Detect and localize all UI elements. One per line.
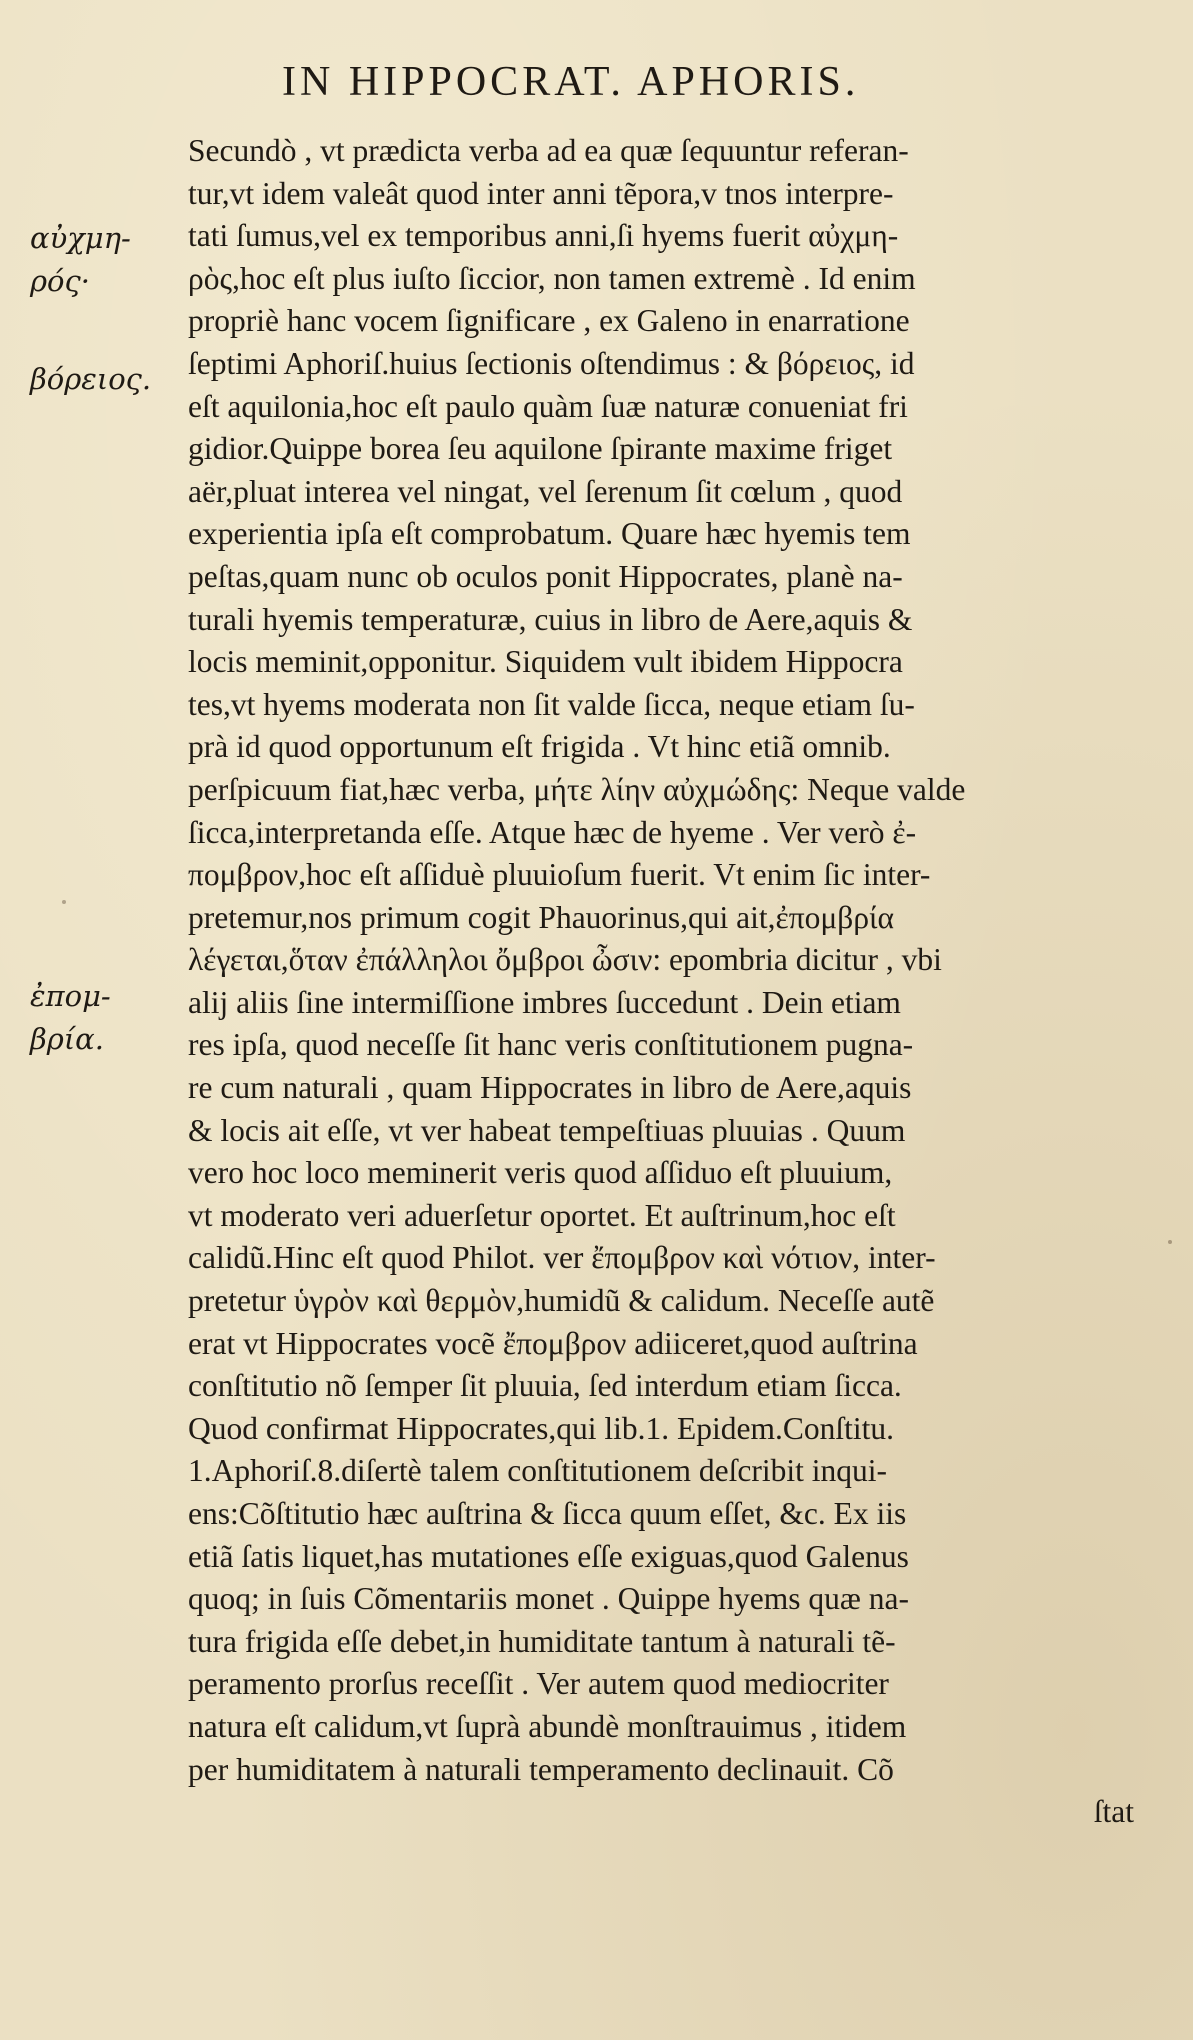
text-line: propriè hanc vocem ſignificare , ex Galeno in enarratione xyxy=(188,303,910,339)
text-line: perſpicuum fiat,hæc verba, μήτε λίην αὐχμώδης: Neque valde xyxy=(188,771,966,807)
text-line: alij aliis ſine intermiſſione imbres ſuccedunt . Dein etiam xyxy=(188,984,901,1020)
text-line: ſeptimi Aphoriſ.huius ſectionis oſtendimus : & βόρειος, id xyxy=(188,345,915,381)
margin-note: βόρειος. xyxy=(30,362,152,396)
text-line: etiã ſatis liquet,has mutationes eſſe exiguas,quod Galenus xyxy=(188,1538,909,1574)
margin-note: αὐχμη- xyxy=(30,221,131,255)
text-line: res ipſa, quod neceſſe ſit hanc veris conſtitutionem pugna- xyxy=(188,1027,914,1063)
text-line: Secundò , vt prædicta verba ad ea quæ ſequuntur referan- xyxy=(188,133,909,168)
text-line: vero hoc loco meminerit veris quod aſſiduo eſt pluuium, xyxy=(188,1155,893,1191)
text-line: aër,pluat interea vel ningat, vel ſerenum ſit cœlum , quod xyxy=(188,473,903,509)
margin-note: ἐπομ- xyxy=(30,979,111,1013)
text-line: tes,vt hyems moderata non ſit valde ſicca, neque etiam ſu- xyxy=(188,686,915,722)
text-line: re cum naturali , quam Hippocrates in libro de Aere,aquis xyxy=(188,1070,912,1106)
text-line: peſtas,quam nunc ob oculos ponit Hippocrates, planè na- xyxy=(188,558,903,594)
text-line: Quod confirmat Hippocrates,qui lib.1. Epidem.Conſtitu. xyxy=(188,1410,895,1446)
margin-note: βρία. xyxy=(30,1022,104,1056)
text-line: eſt aquilonia,hoc eſt paulo quàm ſuæ naturæ conueniat fri xyxy=(188,388,908,424)
text-line: tati ſumus,vel ex temporibus anni,ſi hyems fuerit αὐχμη- xyxy=(188,218,899,254)
paper-speck xyxy=(62,900,66,904)
catchword: ſtat xyxy=(1093,1794,1134,1830)
text-line: 1.Aphoriſ.8.diſertè talem conſtitutionem deſcribit inqui- xyxy=(188,1453,887,1489)
text-line: vt moderato veri aduerſetur oportet. Et auſtrinum,hoc eſt xyxy=(188,1197,896,1233)
text-line: locis meminit,opponitur. Siquidem vult ibidem Hippocra xyxy=(188,644,903,680)
paper-speck xyxy=(1168,1240,1172,1244)
text-line: gidior.Quippe borea ſeu aquilone ſpirante maxime friget xyxy=(188,431,893,467)
body-text xyxy=(188,130,1148,1834)
text-line: λέγεται,ὅταν ἐπάλληλοι ὄμβροι ὦσιν: epombria dicitur , vbi xyxy=(188,942,942,978)
text-line: πομβρον,hoc eſt aſſiduè pluuioſum fuerit. Vt enim ſic inter- xyxy=(188,857,931,893)
text-line: experientia ipſa eſt comprobatum. Quare hæc hyemis tem xyxy=(188,516,911,552)
text-line: pretemur,nos primum cogit Phauorinus,qui ait,ἐπομβρία xyxy=(188,899,895,935)
text-line: quoq; in ſuis Cõmentariis monet . Quippe hyems quæ na- xyxy=(188,1581,909,1617)
text-line: peramento prorſus receſſit . Ver autem quod mediocriter xyxy=(188,1666,889,1702)
text-line: natura eſt calidum,vt ſuprà abundè monſtrauimus , itidem xyxy=(188,1708,907,1744)
text-line: erat vt Hippocrates vocẽ ἔπομβρον adiiceret,quod auſtrina xyxy=(188,1325,918,1361)
text-line: conſtitutio nõ ſemper ſit pluuia, ſed interdum etiam ſicca. xyxy=(188,1368,902,1404)
text-line: tur,vt idem valeât quod inter anni tẽpora,v tnos interpre- xyxy=(188,175,894,211)
text-line: pretetur ὑγρὸν καὶ θερμὸν,humidũ & calidum. Neceſſe autẽ xyxy=(188,1283,935,1319)
text-line: tura frigida eſſe debet,in humiditate tantum à naturali tẽ- xyxy=(188,1623,896,1659)
text-line: ens:Cõſtitutio hæc auſtrina & ſicca quum eſſet, &c. Ex iis xyxy=(188,1496,907,1531)
text-line: turali hyemis temperaturæ, cuius in libro de Aere,aquis & xyxy=(188,601,913,637)
running-head: IN HIPPOCRAT. APHORIS. xyxy=(282,59,860,105)
text-line: & locis ait eſſe, vt ver habeat tempeſtiuas pluuias . Quum xyxy=(188,1112,906,1148)
text-line: prà id quod opportunum eſt frigida . Vt hinc etiã omnib. xyxy=(188,729,891,765)
text-line: ſicca,interpretanda eſſe. Atque hæc de hyeme . Ver verò ἐ- xyxy=(188,814,917,850)
text-line: calidũ.Hinc eſt quod Philot. ver ἔπομβρον καὶ νότιον, inter- xyxy=(188,1240,936,1276)
text-line: ρὸς,hoc eſt plus iuſto ſiccior, non tamen extremè . Id enim xyxy=(188,260,916,296)
text-line: per humiditatem à naturali temperamento declinauit. Cõ xyxy=(188,1751,894,1787)
margin-note: ρός· xyxy=(30,264,90,298)
